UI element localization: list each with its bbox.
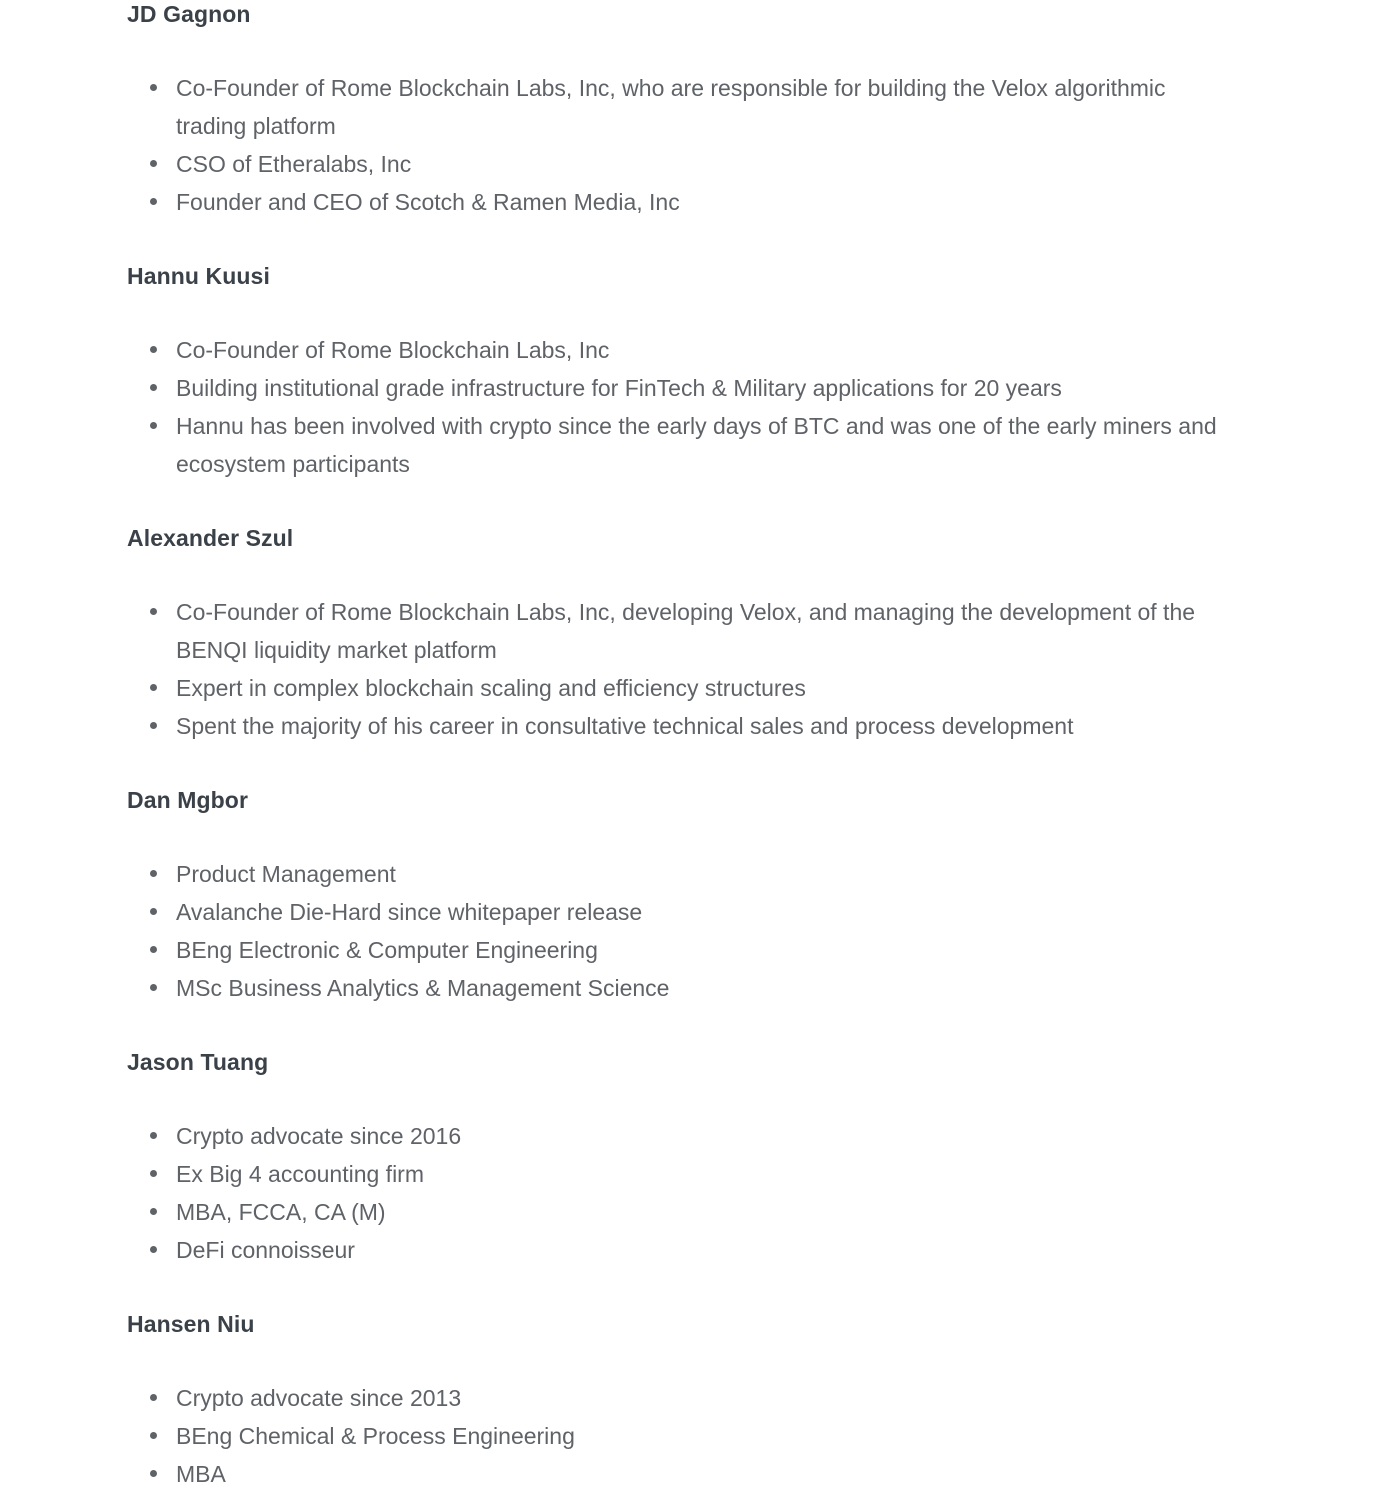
bio-bullet: Crypto advocate since 2013 xyxy=(176,1379,1226,1417)
member-name-heading: Alexander Szul xyxy=(127,525,294,551)
bio-list xyxy=(127,1117,1226,1269)
bio-list xyxy=(127,855,1226,1007)
bio-bullet: Ex Big 4 accounting firm xyxy=(176,1155,1226,1193)
team-member-section xyxy=(127,262,1277,483)
bio-bullet: MBA, FCCA, CA (M) xyxy=(176,1193,1226,1231)
member-name-heading: JD Gagnon xyxy=(127,1,251,27)
member-name-heading: Dan Mgbor xyxy=(127,787,248,813)
bio-bullet: Spent the majority of his career in consultative technical sales and process development xyxy=(176,707,1226,745)
bio-bullet: MSc Business Analytics & Management Science xyxy=(176,969,1226,1007)
bio-list xyxy=(127,69,1226,221)
bio-bullet: CSO of Etheralabs, Inc xyxy=(176,145,1226,183)
bio-bullet: Co-Founder of Rome Blockchain Labs, Inc, developing Velox, and managing the development of the BENQI liquidity market platform xyxy=(176,593,1226,669)
bio-bullet: Hannu has been involved with crypto since the early days of BTC and was one of the early miners and ecosystem participants xyxy=(176,407,1226,483)
team-bios-page xyxy=(127,0,1277,1493)
bio-bullet: Co-Founder of Rome Blockchain Labs, Inc xyxy=(176,331,1226,369)
team-member-section xyxy=(127,1048,1277,1269)
bio-bullet: Co-Founder of Rome Blockchain Labs, Inc, who are responsible for building the Velox algorithmic trading platform xyxy=(176,69,1226,145)
team-member-section xyxy=(127,786,1277,1007)
bio-bullet: Product Management xyxy=(176,855,1226,893)
bio-bullet: MBA xyxy=(176,1455,1226,1493)
bio-bullet: Expert in complex blockchain scaling and efficiency structures xyxy=(176,669,1226,707)
member-name-heading: Jason Tuang xyxy=(127,1049,269,1075)
bio-bullet: BEng Chemical & Process Engineering xyxy=(176,1417,1226,1455)
bio-bullet: Crypto advocate since 2016 xyxy=(176,1117,1226,1155)
bio-bullet: BEng Electronic & Computer Engineering xyxy=(176,931,1226,969)
bio-bullet: Founder and CEO of Scotch & Ramen Media, Inc xyxy=(176,183,1226,221)
team-member-section xyxy=(127,524,1277,745)
bio-list xyxy=(127,1379,1226,1493)
member-name-heading: Hannu Kuusi xyxy=(127,263,270,289)
member-name-heading: Hansen Niu xyxy=(127,1311,255,1337)
bio-list xyxy=(127,331,1226,483)
bio-bullet: DeFi connoisseur xyxy=(176,1231,1226,1269)
team-member-section xyxy=(127,1310,1277,1493)
bio-list xyxy=(127,593,1226,745)
team-member-section xyxy=(127,0,1277,221)
bio-bullet: Building institutional grade infrastructure for FinTech & Military applications for 20 years xyxy=(176,369,1226,407)
bio-bullet: Avalanche Die-Hard since whitepaper release xyxy=(176,893,1226,931)
